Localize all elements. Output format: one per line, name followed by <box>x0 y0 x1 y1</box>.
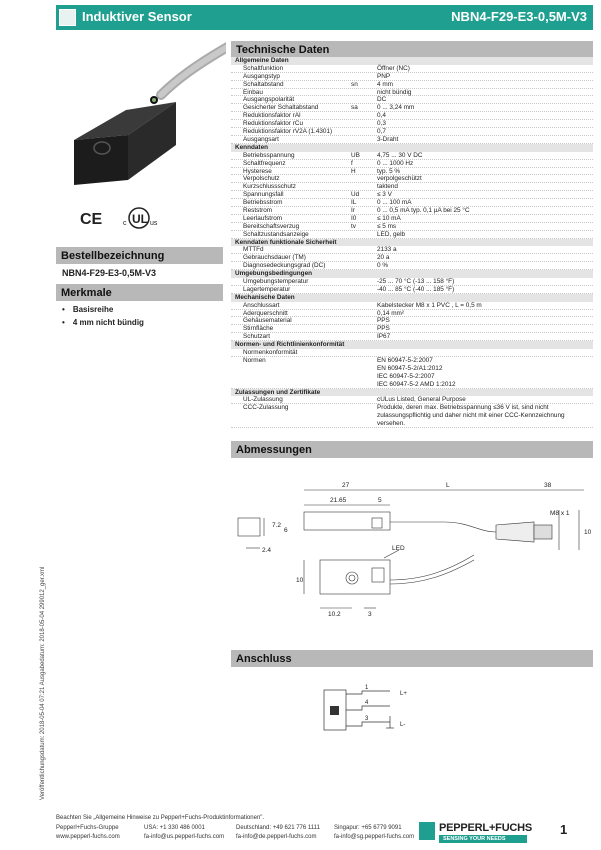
tech-value: 0 ... 100 mA <box>377 199 412 207</box>
dim-L: L <box>446 482 450 489</box>
tech-value: 2133 a <box>377 246 397 254</box>
tech-row <box>231 357 593 389</box>
tech-row <box>231 120 593 128</box>
tech-row <box>231 191 593 199</box>
tech-value: EN 60947-5-2:2007 EN 60947-5-2/A1:2012 IEC 60947-5-2:2007 IEC 60947-5-2 AMD 1:2012 <box>377 356 456 388</box>
tech-row <box>231 310 593 318</box>
tech-row <box>231 89 593 97</box>
tech-row <box>231 317 593 325</box>
publication-info: Veröffentlichungsdatum: 2018-05-04 07:21 Ausgabedatum: 2018-05-04 299012_ger.xml <box>40 566 46 800</box>
svg-text:UL: UL <box>132 212 148 226</box>
tech-label: Gesicherter Schaltabstand <box>243 104 319 112</box>
feature-item: • 4 mm nicht bündig <box>62 318 144 327</box>
dimension-drawing <box>234 470 594 645</box>
tech-value: 0 ... 0,5 mA typ. 0,1 µA bei 25 °C <box>377 206 470 214</box>
tech-value: PPS <box>377 325 390 333</box>
tech-row <box>231 215 593 223</box>
header-square-icon <box>59 9 76 26</box>
tech-symbol: f <box>351 159 353 167</box>
sensor-photo <box>66 40 226 190</box>
tech-symbol: I0 <box>351 214 357 222</box>
led-label: LED <box>392 545 405 552</box>
anschluss-heading: Anschluss <box>231 650 593 667</box>
tech-label: Reduktionsfaktor rCu <box>243 120 304 128</box>
tech-value: ≤ 10 mA <box>377 214 401 222</box>
tech-row <box>231 302 593 310</box>
abmessungen-heading: Abmessungen <box>231 441 593 458</box>
technische-daten-heading: Technische Daten <box>231 41 593 58</box>
svg-text:c: c <box>123 220 127 227</box>
tech-label: Ausgangstyp <box>243 72 280 80</box>
tech-label: Gebrauchsdauer (TM) <box>243 254 306 262</box>
tech-value: -40 ... 85 °C (-40 ... 185 °F) <box>377 285 455 293</box>
tech-value: cULus Listed, General Purpose <box>377 396 466 404</box>
footer-de-mail[interactable]: fa-info@de.pepperl-fuchs.com <box>236 834 317 840</box>
tech-row <box>231 199 593 207</box>
footer-usa: USA: +1 330 486 0001 <box>144 825 205 831</box>
tech-row <box>231 254 593 262</box>
document-title: Induktiver Sensor <box>82 9 192 24</box>
tech-value: Produkte, deren max. Betriebsspannung ≤36 V ist, sind nicht zulassungspflichtig und daher nicht mit einer CCC-Kennzeichnung versehen. <box>377 404 565 428</box>
footer-de: Deutschland: +49 621 776 1111 <box>236 825 320 831</box>
model-number: NBN4-F29-E3-0,5M-V3 <box>451 9 587 24</box>
brand-logo <box>419 822 533 844</box>
tech-label: Spannungsfall <box>243 191 284 199</box>
tech-symbol: IL <box>351 199 357 207</box>
tech-symbol: Ir <box>351 206 355 214</box>
bestellbezeichnung-heading: Bestellbezeichnung <box>56 247 223 264</box>
group-header: Normen- und Richtlinienkonformität <box>231 341 593 349</box>
dim-2-4: 2.4 <box>262 547 272 554</box>
tech-label: Schaltabstand <box>243 80 284 88</box>
tech-symbol: UB <box>351 151 360 159</box>
dim-10-right: 10 <box>584 529 592 536</box>
dim-6: 6 <box>284 527 288 534</box>
tech-row <box>231 96 593 104</box>
tech-value: -25 ... 70 °C (-13 ... 158 °F) <box>377 278 455 285</box>
tech-value: 0,4 <box>377 112 386 120</box>
group-header: Allgemeine Daten <box>231 57 593 65</box>
merkmale-heading: Merkmale <box>56 284 223 301</box>
tech-label: Diagnosedeckungsgrad (DC) <box>243 262 326 270</box>
tech-value: 0 % <box>377 262 389 270</box>
brand-slogan: SENSING YOUR NEEDS <box>439 835 527 843</box>
tech-value: Kabelstecker M8 x 1 PVC , L = 0,5 m <box>377 301 482 309</box>
tech-label: Ausgangspolarität <box>243 96 295 104</box>
tech-row <box>231 333 593 341</box>
tech-label: Betriebsspannung <box>243 151 295 159</box>
tech-label: Normenkonformität <box>243 349 298 357</box>
pin-3-label: 3 <box>365 716 369 722</box>
footer-group: Pepperl+Fuchs-Gruppe <box>56 825 119 831</box>
tech-row <box>231 231 593 239</box>
tech-value: 0 ... 3,24 mm <box>377 104 415 112</box>
tech-label: Bereitschaftsverzug <box>243 222 300 230</box>
svg-text:CE: CE <box>80 211 103 228</box>
tech-row <box>231 128 593 136</box>
tech-value: PPS <box>377 317 390 325</box>
tech-value: taktend <box>377 183 398 191</box>
group-header: Kenndaten <box>231 144 593 152</box>
tech-value: 0,14 mm² <box>377 309 404 317</box>
tech-symbol: H <box>351 167 356 175</box>
pin-1-label: 1 <box>365 685 369 691</box>
tech-symbol: Ud <box>351 191 360 199</box>
tech-row <box>231 168 593 176</box>
tech-label: Kurzschlussschutz <box>243 183 296 191</box>
tech-row <box>231 160 593 168</box>
tech-label: Gehäusematerial <box>243 317 292 325</box>
tech-value: ≤ 3 V <box>377 191 392 199</box>
tech-row <box>231 207 593 215</box>
tech-value: typ. 5 % <box>377 167 401 175</box>
dim-38: 38 <box>544 482 552 489</box>
tech-value: nicht bündig <box>377 88 412 96</box>
dim-27: 27 <box>342 482 350 489</box>
group-header: Zulassungen und Zertifikate <box>231 389 593 397</box>
tech-label: Schutzart <box>243 333 270 341</box>
tech-label: Ausgangsart <box>243 135 279 143</box>
tech-value: DC <box>377 96 387 104</box>
tech-row <box>231 112 593 120</box>
dim-5: 5 <box>378 497 382 504</box>
tech-row <box>231 396 593 404</box>
tech-label: Reduktionsfaktor rAl <box>243 112 301 120</box>
tech-row <box>231 404 593 428</box>
tech-label: Betriebsstrom <box>243 199 283 207</box>
footer-usa-mail[interactable]: fa-info@us.pepperl-fuchs.com <box>144 834 225 840</box>
pin-4-label: 4 <box>365 700 369 706</box>
features-list <box>62 305 144 331</box>
lminus-label: L- <box>400 722 406 728</box>
tech-label: Schaltzustandsanzeige <box>243 230 309 238</box>
tech-symbol: sa <box>351 104 358 112</box>
tech-row <box>231 223 593 231</box>
tech-label: Reststrom <box>243 206 273 214</box>
group-header: Umgebungsbedingungen <box>231 270 593 278</box>
tech-value: 3-Draht <box>377 135 399 143</box>
tech-symbol: tv <box>351 222 356 230</box>
tech-row <box>231 81 593 89</box>
tech-label: Hysterese <box>243 167 272 175</box>
tech-row <box>231 278 593 286</box>
order-designation: NBN4-F29-E3-0,5M-V3 <box>62 268 157 278</box>
tech-label: UL-Zulassung <box>243 396 283 404</box>
lplus-label: L+ <box>400 691 407 697</box>
brand-name: PEPPERL+FUCHS <box>439 822 533 834</box>
tech-label: Schaltfrequenz <box>243 159 286 167</box>
tech-row <box>231 104 593 112</box>
tech-value: LED, gelb <box>377 230 406 238</box>
tech-label: MTTFd <box>243 246 264 254</box>
tech-row <box>231 262 593 270</box>
tech-label: Stirnfläche <box>243 325 274 333</box>
tech-value: 20 a <box>377 254 390 262</box>
tech-row <box>231 175 593 183</box>
footer-web[interactable]: www.pepperl-fuchs.com <box>56 834 120 840</box>
tech-label: Einbau <box>243 88 263 96</box>
tech-label: Normen <box>243 356 266 364</box>
dim-3: 3 <box>368 611 372 618</box>
tech-row <box>231 286 593 294</box>
tech-value: 0 ... 1000 Hz <box>377 159 414 167</box>
tech-value: ≤ 5 ms <box>377 222 397 230</box>
feature-item: • Basisreihe <box>62 305 144 314</box>
tech-label: Verpolschutz <box>243 175 280 183</box>
tech-label: Umgebungstemperatur <box>243 278 309 285</box>
tech-label: Reduktionsfaktor rV2A (1.4301) <box>243 128 333 136</box>
tech-value: Öffner (NC) <box>377 64 410 72</box>
tech-value: 4,75 ... 30 V DC <box>377 151 423 159</box>
group-header: Mechanische Daten <box>231 294 593 302</box>
header-bar <box>56 5 593 30</box>
brand-icon <box>419 822 435 840</box>
tech-label: Schaltfunktion <box>243 64 284 72</box>
tech-row <box>231 152 593 160</box>
footer-note: Beachten Sie „Allgemeine Hinweise zu Pepperl+Fuchs-Produktinformationen". <box>56 815 265 821</box>
svg-text:us: us <box>150 220 158 227</box>
tech-label: Leerlaufstrom <box>243 214 283 222</box>
dim-21-65: 21.65 <box>330 497 347 504</box>
tech-row <box>231 73 593 81</box>
tech-value: 0,3 <box>377 120 386 128</box>
tech-value: 0,7 <box>377 128 386 136</box>
footer-sg-mail[interactable]: fa-info@sg.pepperl-fuchs.com <box>334 834 415 840</box>
tech-row <box>231 246 593 254</box>
tech-value: 4 mm <box>377 80 393 88</box>
footer-sg: Singapur: +65 6779 9091 <box>334 825 402 831</box>
tech-data-table <box>231 57 593 428</box>
tech-row <box>231 349 593 357</box>
group-header: Kenndaten funktionale Sicherheit <box>231 239 593 247</box>
tech-row <box>231 325 593 333</box>
dim-7-2: 7.2 <box>272 522 282 529</box>
certification-logos <box>76 205 196 231</box>
tech-label: Aderquerschnitt <box>243 309 288 317</box>
dim-m8: M8 x 1 <box>550 510 570 517</box>
tech-label: CCC-Zulassung <box>243 404 289 412</box>
tech-row <box>231 136 593 144</box>
tech-symbol: sn <box>351 80 358 88</box>
connection-diagram <box>320 676 430 746</box>
dim-10-2: 10.2 <box>328 611 341 618</box>
tech-row <box>231 65 593 73</box>
tech-value: verpolgeschützt <box>377 175 422 183</box>
page-number: 1 <box>560 822 568 837</box>
tech-label: Anschlussart <box>243 301 280 309</box>
tech-row <box>231 183 593 191</box>
tech-label: Lagertemperatur <box>243 285 291 293</box>
tech-value: IP67 <box>377 333 391 341</box>
dim-10-left: 10 <box>296 577 304 584</box>
tech-value: PNP <box>377 72 391 80</box>
